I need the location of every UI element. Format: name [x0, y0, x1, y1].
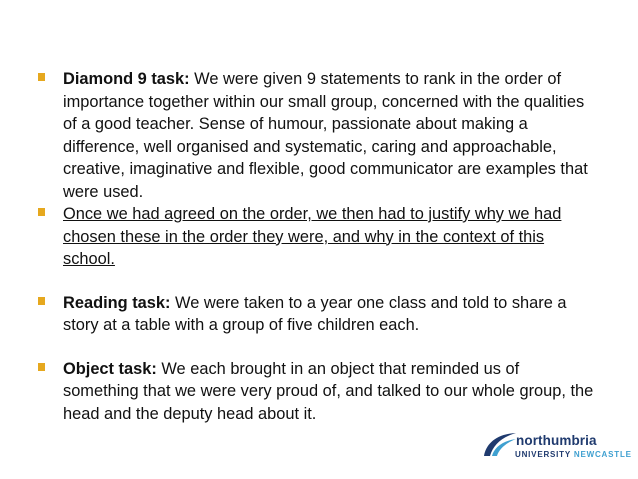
swoosh-icon — [482, 430, 518, 458]
bullet-reading-task — [38, 292, 598, 337]
bullet-justify-order — [38, 203, 598, 271]
bullet-heading: Diamond 9 task: — [63, 70, 190, 88]
logo-name: northumbria — [516, 433, 597, 448]
logo-city: NEWCASTLE — [573, 450, 632, 459]
square-bullet-icon — [38, 73, 45, 81]
bullet-diamond-9-task — [38, 68, 598, 203]
spacer — [38, 337, 598, 358]
bullet-heading: Object task: — [63, 359, 157, 378]
bullet-text: Once we had agreed on the order, we then had to justify why we had chosen these in the order they were, and why in the context of this school. — [63, 205, 562, 268]
northumbria-logo — [482, 430, 632, 466]
bullet-text: We each brought in an object that reminded us of something that we were very proud of, and talked to our whole group, the head and the deputy head about it. — [63, 359, 594, 423]
bullet-text: We were given 9 statements to rank in the order of importance together within our small group, concerned with the qualities of a good teacher. Sense of humour, passionate about making a difference, well organised and systematic, caring and approachable, creative, imaginative and flexible, good communicator are examples that were used. — [63, 70, 588, 201]
bullet-object-task — [38, 358, 598, 426]
bullet-list — [38, 68, 598, 425]
spacer — [38, 271, 598, 292]
square-bullet-icon — [38, 363, 45, 371]
bullet-text: We were taken to a year one class and told to share a story at a table with a group of five children each. — [63, 293, 567, 334]
logo-university: UNIVERSITY — [515, 450, 571, 459]
square-bullet-icon — [38, 297, 45, 305]
bullet-heading: Reading task: — [63, 293, 171, 312]
logo-subtitle — [515, 450, 632, 459]
square-bullet-icon — [38, 208, 45, 216]
